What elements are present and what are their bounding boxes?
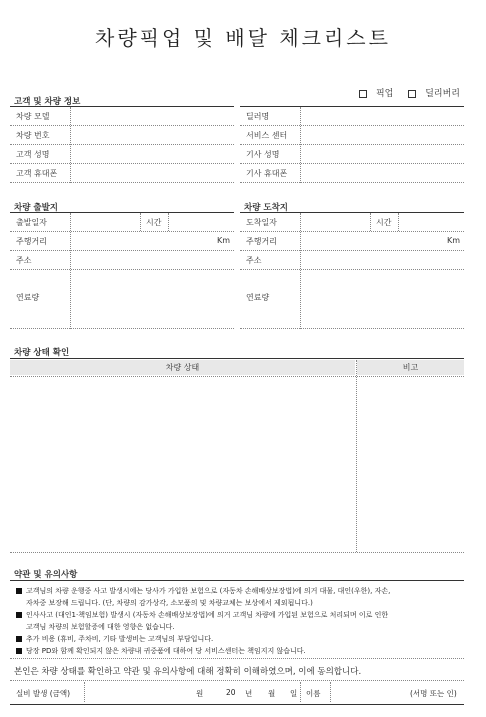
service-type-options: [347, 86, 460, 99]
arrival-time-divider: [370, 213, 371, 231]
row-rule: [10, 376, 464, 377]
terms-rule: [10, 580, 464, 581]
month-label: 월: [268, 689, 276, 698]
driver-phone-label: 기사 휴대폰: [246, 169, 288, 178]
dealer-name-label: 딜러명: [246, 112, 270, 121]
row-rule: [10, 680, 464, 681]
pickup-option[interactable]: 픽업: [353, 89, 393, 99]
driver-name-label: 기사 성명: [246, 150, 280, 159]
arrival-rule: [240, 212, 464, 213]
row-rule: [240, 144, 464, 145]
pickup-checkbox[interactable]: [359, 90, 367, 98]
row-rule: [240, 125, 464, 126]
customer-section-title: 고객 및 차량 정보: [14, 97, 81, 107]
signature-divider: [300, 682, 301, 702]
status-rule: [10, 358, 464, 359]
year-label: 년: [245, 689, 253, 698]
arrival-title: 차량 도착지: [244, 203, 289, 213]
signature-hint: (서명 또는 인): [410, 689, 457, 698]
delivery-option[interactable]: 딜리버리: [402, 89, 460, 99]
row-rule: [240, 250, 464, 251]
amount-label: 실비 발생 (금액): [16, 689, 71, 698]
arrival-time-divider: [398, 213, 399, 231]
signature-divider: [84, 682, 85, 702]
departure-time-divider: [140, 213, 141, 231]
departure-distance-label: 주행거리: [16, 237, 47, 246]
departure-time-label: 시간: [146, 218, 162, 227]
customer-name-label: 고객 성명: [16, 150, 50, 159]
arrival-address-label: 주소: [246, 256, 262, 265]
row-rule: [10, 231, 234, 232]
row-rule: [240, 182, 464, 183]
arrival-time-label: 시간: [376, 218, 392, 227]
arrival-km-unit: Km: [447, 236, 461, 245]
signature-divider: [330, 682, 331, 702]
arrival-distance-label: 주행거리: [246, 237, 277, 246]
row-rule: [10, 269, 234, 270]
arrival-fuel-label: 연료량: [246, 293, 270, 302]
row-rule: [240, 231, 464, 232]
status-remarks-header: 비고: [357, 360, 464, 375]
terms-item: 추가 비용 (휴비, 주차비, 기타 발생비는 고객님의 부담입니다.: [14, 633, 466, 645]
customer-left-rule: [10, 106, 234, 107]
departure-title: 차량 출발지: [14, 203, 59, 213]
terms-title: 약관 및 유의사항: [14, 570, 78, 580]
departure-address-label: 주소: [16, 256, 32, 265]
departure-fuel-label: 연료량: [16, 293, 40, 302]
row-rule: [10, 658, 464, 659]
row-rule: [10, 144, 234, 145]
terms-item-continued: 자차중 보장해 드립니다. (단, 차량의 감가상각, 소모품의 및 차량교체는 보상에서 제외됩니다.): [26, 599, 313, 607]
signature-bottom-rule: [10, 704, 464, 705]
arrival-date-label: 도착일자: [246, 218, 277, 227]
vehicle-number-label: 차량 번호: [16, 131, 50, 140]
terms-item-continued: 고객님 차량의 보험할증에 대한 영향은 없습니다.: [26, 623, 175, 631]
row-rule: [240, 269, 464, 270]
status-title: 차량 상태 확인: [14, 348, 70, 358]
page-title: 차량픽업 및 배달 체크리스트: [95, 26, 391, 50]
customer-left-divider: [70, 107, 71, 183]
status-condition-header: 차량 상태: [10, 360, 355, 375]
row-rule: [10, 552, 464, 553]
departure-date-label: 출발일자: [16, 218, 47, 227]
terms-list: [14, 585, 466, 657]
row-rule: [10, 163, 234, 164]
row-rule: [10, 328, 234, 329]
customer-right-divider: [300, 107, 301, 183]
service-center-label: 서비스 센터: [246, 131, 288, 140]
row-rule: [240, 163, 464, 164]
terms-item: 당장 PD와 함께 확인되지 않은 차량내 귀중품에 대하여 당 서비스센터는 책임지지 않습니다.: [14, 645, 466, 657]
departure-rule: [10, 212, 234, 213]
vehicle-model-label: 차량 모델: [16, 112, 50, 121]
status-column-divider: [356, 360, 357, 552]
delivery-checkbox[interactable]: [408, 90, 416, 98]
terms-item: 인사사고 (대인1·책임보험) 발생시 (자동차 손해배상보장법)에 의거 고객님 차량에 가입된 보험으로 처리되며 이로 인한: [14, 609, 466, 621]
customer-right-rule: [240, 106, 464, 107]
date-prefix: 20: [226, 688, 236, 697]
row-rule: [10, 125, 234, 126]
customer-phone-label: 고객 휴대폰: [16, 169, 58, 178]
currency-label: 원: [196, 689, 204, 698]
name-label: 이름: [306, 689, 321, 698]
departure-km-unit: Km: [217, 236, 231, 245]
terms-item: 고객님의 차량 운행중 사고 발생시에는 당사가 가입한 보험으로 (자동차 손해배상보장법)에 의거 대물, 대인(우한), 자손,: [14, 585, 466, 597]
agreement-statement: 본인은 차량 상태를 확인하고 약관 및 유의사항에 대해 정확히 이해하였으며, 이에 동의합니다.: [14, 667, 362, 677]
row-rule: [10, 182, 234, 183]
departure-time-divider: [168, 213, 169, 231]
day-label: 일: [290, 689, 298, 698]
row-rule: [10, 250, 234, 251]
row-rule: [240, 328, 464, 329]
